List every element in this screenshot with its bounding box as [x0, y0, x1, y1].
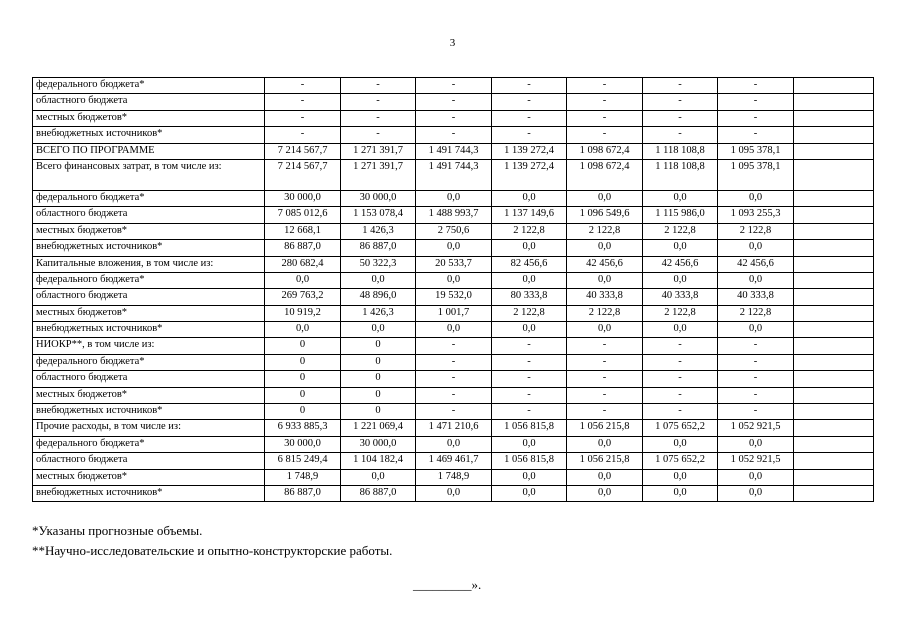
value-cell: 0,0	[643, 322, 718, 338]
value-cell: 0,0	[643, 485, 718, 501]
value-cell: 30 000,0	[265, 190, 341, 206]
value-cell: 1 271 391,7	[341, 159, 416, 190]
empty-cell	[794, 371, 874, 387]
empty-cell	[794, 485, 874, 501]
value-cell: -	[492, 371, 567, 387]
value-cell: 1 056 815,8	[492, 453, 567, 469]
value-cell: -	[265, 78, 341, 94]
row-label: Прочие расходы, в том числе из:	[33, 420, 265, 436]
value-cell: 0,0	[567, 322, 643, 338]
row-label: местных бюджетов*	[33, 469, 265, 485]
value-cell: 0,0	[567, 485, 643, 501]
empty-cell	[794, 207, 874, 223]
value-cell: -	[492, 94, 567, 110]
value-cell: 0,0	[416, 322, 492, 338]
row-label: внебюджетных источников*	[33, 240, 265, 256]
value-cell: 280 682,4	[265, 256, 341, 272]
value-cell: 2 122,8	[567, 223, 643, 239]
empty-cell	[794, 469, 874, 485]
value-cell: -	[718, 110, 794, 126]
value-cell: -	[718, 338, 794, 354]
value-cell: 42 456,6	[567, 256, 643, 272]
value-cell: 0,0	[643, 190, 718, 206]
value-cell: 0,0	[492, 485, 567, 501]
value-cell: 40 333,8	[718, 289, 794, 305]
value-cell: 86 887,0	[265, 485, 341, 501]
value-cell: -	[718, 94, 794, 110]
table-row	[33, 159, 874, 190]
value-cell: 1 118 108,8	[643, 143, 718, 159]
empty-cell	[794, 94, 874, 110]
value-cell: 20 533,7	[416, 256, 492, 272]
value-cell: 1 118 108,8	[643, 159, 718, 190]
row-label: местных бюджетов*	[33, 305, 265, 321]
value-cell: -	[265, 110, 341, 126]
row-label: внебюджетных источников*	[33, 485, 265, 501]
value-cell: 0,0	[718, 190, 794, 206]
value-cell: 1 001,7	[416, 305, 492, 321]
value-cell: 0,0	[567, 436, 643, 452]
value-cell: 0	[341, 371, 416, 387]
value-cell: -	[643, 110, 718, 126]
value-cell: 0	[341, 387, 416, 403]
empty-cell	[794, 436, 874, 452]
table-row	[33, 453, 874, 469]
row-label: областного бюджета	[33, 371, 265, 387]
value-cell: 0,0	[718, 485, 794, 501]
value-cell: 1 426,3	[341, 223, 416, 239]
value-cell: 7 085 012,6	[265, 207, 341, 223]
value-cell: -	[718, 387, 794, 403]
table-row	[33, 420, 874, 436]
row-label: Капитальные вложения, в том числе из:	[33, 256, 265, 272]
value-cell: -	[718, 404, 794, 420]
table-row	[33, 469, 874, 485]
empty-cell	[794, 338, 874, 354]
value-cell: 40 333,8	[643, 289, 718, 305]
table-row	[33, 485, 874, 501]
row-label: федерального бюджета*	[33, 436, 265, 452]
value-cell: 0,0	[718, 322, 794, 338]
row-label: федерального бюджета*	[33, 190, 265, 206]
value-cell: 80 333,8	[492, 289, 567, 305]
value-cell: 269 763,2	[265, 289, 341, 305]
row-label: местных бюджетов*	[33, 223, 265, 239]
value-cell: -	[341, 78, 416, 94]
table-row	[33, 127, 874, 143]
value-cell: 30 000,0	[341, 436, 416, 452]
value-cell: 0	[341, 338, 416, 354]
value-cell: 0,0	[492, 272, 567, 288]
value-cell: 1 115 986,0	[643, 207, 718, 223]
table-row	[33, 190, 874, 206]
value-cell: 1 426,3	[341, 305, 416, 321]
table-row	[33, 322, 874, 338]
value-cell: 0,0	[567, 240, 643, 256]
value-cell: -	[567, 387, 643, 403]
value-cell: -	[718, 371, 794, 387]
value-cell: 50 322,3	[341, 256, 416, 272]
value-cell: 48 896,0	[341, 289, 416, 305]
value-cell: 0,0	[718, 469, 794, 485]
value-cell: 1 139 272,4	[492, 143, 567, 159]
row-label: областного бюджета	[33, 207, 265, 223]
empty-cell	[794, 240, 874, 256]
empty-cell	[794, 159, 874, 190]
row-label: федерального бюджета*	[33, 272, 265, 288]
value-cell: 6 933 885,3	[265, 420, 341, 436]
row-label: федерального бюджета*	[33, 354, 265, 370]
value-cell: 1 139 272,4	[492, 159, 567, 190]
value-cell: 1 748,9	[265, 469, 341, 485]
table-row	[33, 404, 874, 420]
value-cell: 1 471 210,6	[416, 420, 492, 436]
value-cell: -	[416, 387, 492, 403]
empty-cell	[794, 387, 874, 403]
table-row	[33, 305, 874, 321]
value-cell: 2 122,8	[492, 305, 567, 321]
value-cell: 86 887,0	[265, 240, 341, 256]
value-cell: 0,0	[492, 190, 567, 206]
value-cell: 0,0	[492, 322, 567, 338]
empty-cell	[794, 143, 874, 159]
row-label: федерального бюджета*	[33, 78, 265, 94]
empty-cell	[794, 223, 874, 239]
value-cell: -	[265, 127, 341, 143]
value-cell: 1 491 744,3	[416, 159, 492, 190]
value-cell: 0,0	[341, 322, 416, 338]
row-label: областного бюджета	[33, 453, 265, 469]
value-cell: 2 750,6	[416, 223, 492, 239]
row-label: местных бюджетов*	[33, 110, 265, 126]
value-cell: 0,0	[643, 436, 718, 452]
row-label: местных бюджетов*	[33, 387, 265, 403]
footnote-forecast: *Указаны прогнозные объемы.	[32, 523, 203, 538]
value-cell: 1 095 378,1	[718, 143, 794, 159]
value-cell: 0,0	[265, 272, 341, 288]
value-cell: -	[643, 127, 718, 143]
value-cell: -	[567, 78, 643, 94]
empty-cell	[794, 354, 874, 370]
value-cell: 0,0	[718, 240, 794, 256]
value-cell: 40 333,8	[567, 289, 643, 305]
value-cell: 2 122,8	[718, 305, 794, 321]
value-cell: -	[416, 404, 492, 420]
value-cell: -	[567, 338, 643, 354]
value-cell: 0	[265, 338, 341, 354]
table-row	[33, 436, 874, 452]
table-row	[33, 256, 874, 272]
value-cell: -	[492, 387, 567, 403]
value-cell: 1 491 744,3	[416, 143, 492, 159]
value-cell: 2 122,8	[643, 305, 718, 321]
value-cell: 0,0	[567, 469, 643, 485]
value-cell: 0,0	[341, 272, 416, 288]
value-cell: 86 887,0	[341, 240, 416, 256]
empty-cell	[794, 272, 874, 288]
empty-cell	[794, 305, 874, 321]
value-cell: -	[643, 94, 718, 110]
value-cell: 0	[265, 387, 341, 403]
value-cell: -	[492, 404, 567, 420]
value-cell: -	[567, 354, 643, 370]
table-row	[33, 207, 874, 223]
value-cell: 1 075 652,2	[643, 453, 718, 469]
empty-cell	[794, 289, 874, 305]
empty-cell	[794, 322, 874, 338]
value-cell: -	[416, 127, 492, 143]
value-cell: -	[718, 78, 794, 94]
budget-table	[32, 77, 874, 502]
page-number: 3	[449, 37, 456, 49]
table-row	[33, 289, 874, 305]
table-row	[33, 110, 874, 126]
empty-cell	[794, 190, 874, 206]
value-cell: 0,0	[492, 469, 567, 485]
value-cell: -	[492, 110, 567, 126]
value-cell: 1 098 672,4	[567, 159, 643, 190]
value-cell: 0,0	[643, 240, 718, 256]
table-row	[33, 371, 874, 387]
value-cell: 0,0	[567, 272, 643, 288]
value-cell: -	[416, 338, 492, 354]
value-cell: 0	[341, 404, 416, 420]
value-cell: -	[341, 94, 416, 110]
value-cell: 1 093 255,3	[718, 207, 794, 223]
value-cell: 2 122,8	[567, 305, 643, 321]
value-cell: -	[416, 78, 492, 94]
value-cell: -	[416, 354, 492, 370]
value-cell: 0,0	[492, 240, 567, 256]
empty-cell	[794, 404, 874, 420]
value-cell: 1 137 149,6	[492, 207, 567, 223]
value-cell: -	[643, 354, 718, 370]
value-cell: 0,0	[718, 272, 794, 288]
closing-mark: _________».	[413, 577, 482, 592]
value-cell: 30 000,0	[265, 436, 341, 452]
value-cell: -	[492, 354, 567, 370]
value-cell: -	[567, 94, 643, 110]
row-label: ВСЕГО ПО ПРОГРАММЕ	[33, 143, 265, 159]
value-cell: 42 456,6	[718, 256, 794, 272]
value-cell: -	[567, 371, 643, 387]
value-cell: 0,0	[416, 272, 492, 288]
value-cell: -	[718, 354, 794, 370]
value-cell: 0,0	[341, 469, 416, 485]
value-cell: 12 668,1	[265, 223, 341, 239]
row-label: внебюджетных источников*	[33, 322, 265, 338]
value-cell: 6 815 249,4	[265, 453, 341, 469]
value-cell: 1 488 993,7	[416, 207, 492, 223]
value-cell: -	[567, 127, 643, 143]
row-label: внебюджетных источников*	[33, 404, 265, 420]
value-cell: 2 122,8	[718, 223, 794, 239]
value-cell: -	[341, 110, 416, 126]
value-cell: 1 096 549,6	[567, 207, 643, 223]
value-cell: 0,0	[416, 190, 492, 206]
value-cell: 1 098 672,4	[567, 143, 643, 159]
value-cell: 1 271 391,7	[341, 143, 416, 159]
budget-table-body	[33, 78, 874, 502]
value-cell: 19 532,0	[416, 289, 492, 305]
value-cell: 1 104 182,4	[341, 453, 416, 469]
value-cell: 0,0	[643, 469, 718, 485]
table-row	[33, 240, 874, 256]
value-cell: 0,0	[416, 240, 492, 256]
table-row	[33, 223, 874, 239]
value-cell: 0,0	[492, 436, 567, 452]
value-cell: -	[567, 404, 643, 420]
table-row	[33, 143, 874, 159]
value-cell: -	[416, 110, 492, 126]
value-cell: 0	[265, 404, 341, 420]
value-cell: 0,0	[567, 190, 643, 206]
value-cell: 0	[265, 371, 341, 387]
value-cell: -	[265, 94, 341, 110]
row-label: областного бюджета	[33, 94, 265, 110]
table-row	[33, 272, 874, 288]
value-cell: -	[492, 338, 567, 354]
value-cell: 1 748,9	[416, 469, 492, 485]
value-cell: 0	[341, 354, 416, 370]
value-cell: 42 456,6	[643, 256, 718, 272]
value-cell: 1 221 069,4	[341, 420, 416, 436]
value-cell: 0	[265, 354, 341, 370]
value-cell: 82 456,6	[492, 256, 567, 272]
value-cell: -	[416, 94, 492, 110]
value-cell: -	[643, 387, 718, 403]
value-cell: 7 214 567,7	[265, 159, 341, 190]
value-cell: 1 056 215,8	[567, 420, 643, 436]
row-label: Всего финансовых затрат, в том числе из:	[33, 159, 265, 190]
value-cell: -	[718, 127, 794, 143]
footnote-niokr: **Научно-исследовательские и опытно-конструкторские работы.	[32, 543, 393, 558]
value-cell: 0,0	[416, 485, 492, 501]
table-row	[33, 354, 874, 370]
row-label: НИОКР**, в том числе из:	[33, 338, 265, 354]
value-cell: 7 214 567,7	[265, 143, 341, 159]
value-cell: 1 056 815,8	[492, 420, 567, 436]
value-cell: 1 153 078,4	[341, 207, 416, 223]
row-label: областного бюджета	[33, 289, 265, 305]
value-cell: 30 000,0	[341, 190, 416, 206]
value-cell: 1 052 921,5	[718, 420, 794, 436]
value-cell: 0,0	[643, 272, 718, 288]
empty-cell	[794, 256, 874, 272]
value-cell: 0,0	[718, 436, 794, 452]
value-cell: 10 919,2	[265, 305, 341, 321]
value-cell: 86 887,0	[341, 485, 416, 501]
table-row	[33, 338, 874, 354]
value-cell: -	[643, 371, 718, 387]
value-cell: -	[643, 404, 718, 420]
row-label: внебюджетных источников*	[33, 127, 265, 143]
value-cell: 0,0	[416, 436, 492, 452]
value-cell: 0,0	[265, 322, 341, 338]
table-row	[33, 78, 874, 94]
value-cell: 1 056 215,8	[567, 453, 643, 469]
value-cell: 1 095 378,1	[718, 159, 794, 190]
value-cell: -	[492, 127, 567, 143]
value-cell: 1 052 921,5	[718, 453, 794, 469]
value-cell: 2 122,8	[492, 223, 567, 239]
value-cell: -	[341, 127, 416, 143]
empty-cell	[794, 453, 874, 469]
value-cell: -	[567, 110, 643, 126]
empty-cell	[794, 420, 874, 436]
value-cell: -	[492, 78, 567, 94]
value-cell: -	[643, 78, 718, 94]
table-row	[33, 94, 874, 110]
value-cell: -	[416, 371, 492, 387]
value-cell: -	[643, 338, 718, 354]
empty-cell	[794, 110, 874, 126]
table-row	[33, 387, 874, 403]
value-cell: 2 122,8	[643, 223, 718, 239]
empty-cell	[794, 127, 874, 143]
value-cell: 1 469 461,7	[416, 453, 492, 469]
value-cell: 1 075 652,2	[643, 420, 718, 436]
empty-cell	[794, 78, 874, 94]
